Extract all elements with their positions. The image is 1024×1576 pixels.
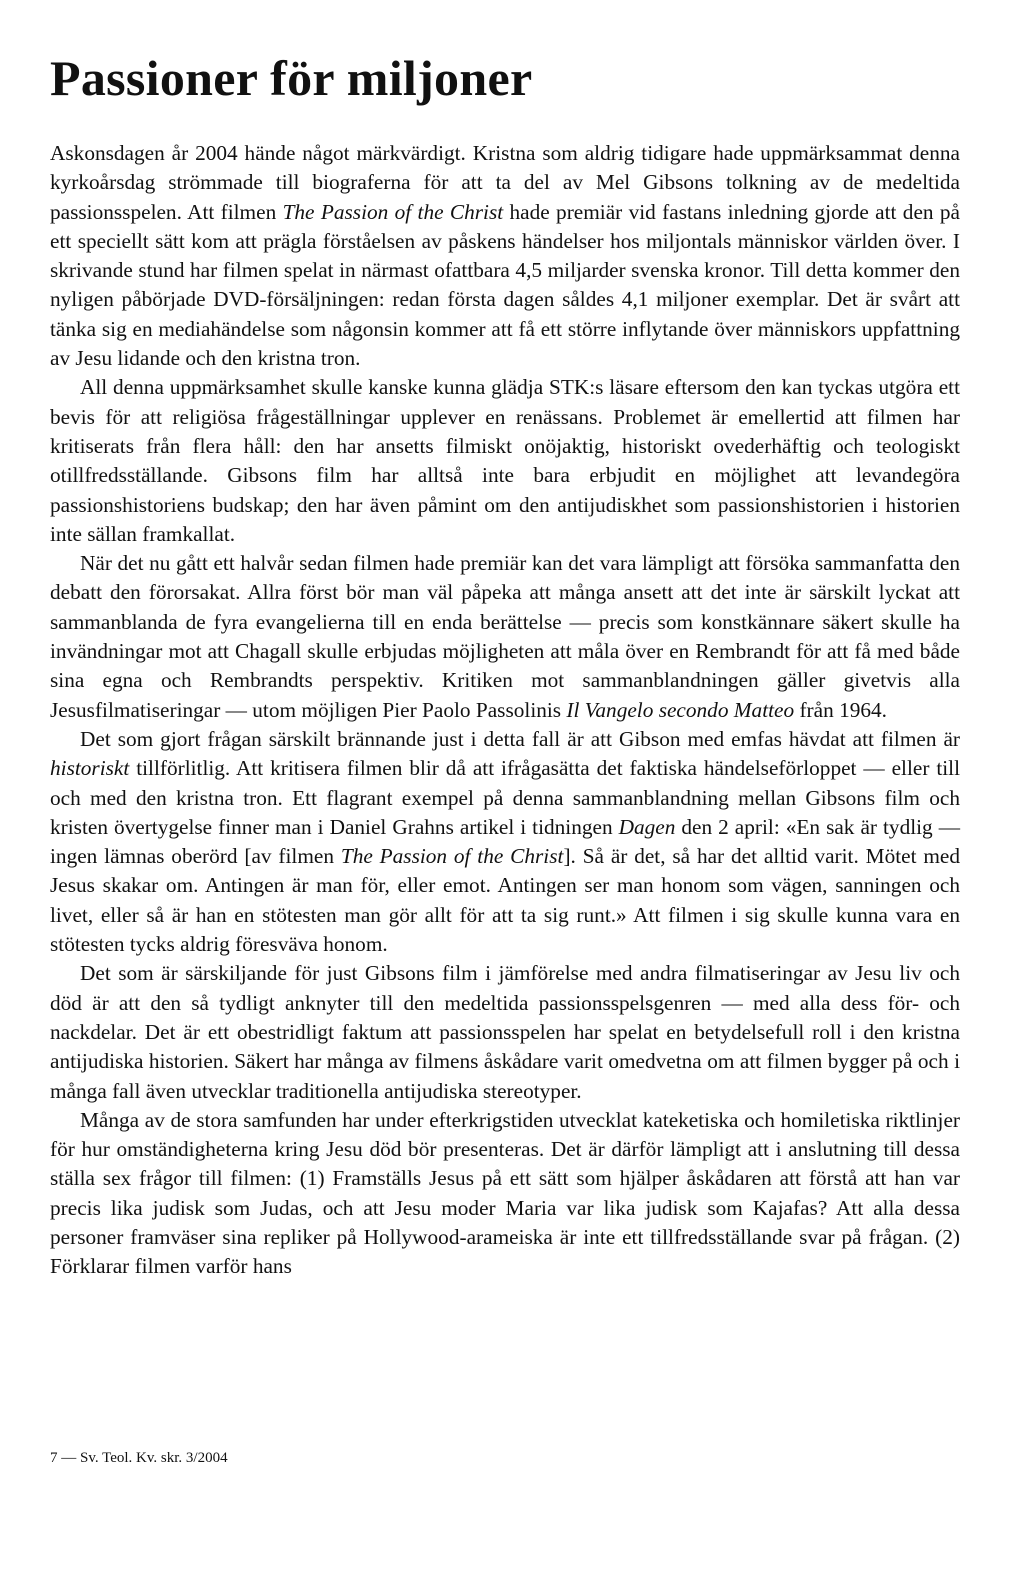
- text-run: hade premiär vid fastans inledning gjorde att den på ett speciellt sätt kom att prägla förståelsen av påskens händelser hos miljontals människor världen över. I skrivande stund har filmen spelat in närmast ofattbara 4,5 miljarder svenska kronor. Till detta kommer den nyligen påbörjade DVD-försäljningen: redan första dagen såldes 4,1 miljoner exemplar. Det är svårt att tänka sig en mediahändelse som någonsin kommer att få ett större inflytande över människors uppfattning av Jesu lidande och den kristna tron.: [50, 199, 960, 371]
- text-run: Askonsdagen år 2004 hände något märkvärdigt. Kristna som aldrig tidigare hade uppmärksammat denna kyrkoårsdag strömmade till biograferna för att ta del av Mel Gibsons tolkning av de medeltida passionsspelen. Att filmen: [50, 141, 960, 224]
- text-run: Många av de stora samfunden har under efterkrigstiden utvecklat kateketiska och homiletiska riktlinjer för hur omständigheterna kring Jesu död bör presenteras. Det är därför lämpligt att i anslutning till dessa ställa sex frågor till filmen: (1) Framställs Jesus på ett sätt som hjälper åskådaren att förstå att han var precis lika judisk som Judas, och att Jesu moder Maria var lika judisk som Kajafas? Att alla dessa personer framväser sina repliker på Hollywood-arameiska är inte ett tillfredsställande svar på frågan. (2) Förklarar filmen varför hans: [50, 1107, 960, 1279]
- paragraph: [50, 959, 960, 1105]
- text-run: den 2 april: «En sak är tydlig — ingen lämnas oberörd [av filmen: [50, 814, 960, 869]
- text-run: från 1964.: [794, 697, 887, 722]
- italic-text: Dagen: [618, 814, 676, 839]
- paragraph: [50, 1106, 960, 1282]
- italic-text: historiskt: [50, 756, 130, 781]
- italic-text: Il Vangelo secondo Matteo: [566, 697, 795, 722]
- paragraph: [50, 139, 960, 373]
- italic-text: The Passion of the Christ: [340, 844, 564, 869]
- article-body: [50, 139, 960, 1282]
- paragraph: [50, 373, 960, 549]
- text-run: All denna uppmärksamhet skulle kanske kunna glädja STK:s läsare eftersom den kan tyckas utgöra ett bevis för att religiösa frågeställningar upplever en renässans. Problemet är emellertid att filmen har kritiserats från flera håll: den har ansetts filmiskt onöjaktig, historiskt ovederhäftig och teologiskt otillfredsställande. Gibsons film har alltså inte bara erbjudit en möjlighet att levandegöra passionshistoriens budskap; den har även påmint om den antijudiskhet som passionshistorien i historien inte sällan framkallat.: [50, 375, 960, 546]
- text-run: Det som gjort frågan särskilt brännande just i detta fall är att Gibson med emfas hävdat att filmen är: [80, 726, 960, 751]
- article-title: Passioner för miljoner: [50, 50, 533, 106]
- text-run: Det som är särskiljande för just Gibsons film i jämförelse med andra filmatiseringar av Jesu liv och död är att den så tydligt anknyter till den medeltida passionsspelsgenren — med alla dess för- och nackdelar. Det är ett obestridligt faktum att passionsspelen har spelat en betydelsefull roll i den kristna antijudiska historien. Säkert har många av filmens åskådare varit omedvetna om att filmen bygger på och i många fall även utvecklar traditionella antijudiska stereotyper.: [50, 961, 960, 1103]
- paragraph: [50, 725, 960, 959]
- paragraph: [50, 549, 960, 725]
- text-run: När det nu gått ett halvår sedan filmen hade premiär kan det vara lämpligt att försöka sammanfatta den debatt den förorsakat. Allra först bör man väl påpeka att många ansett att det inte är särskilt lyckat att sammanblanda de fyra evangelierna till en enda berättelse — precis som konstkännare säkert skulle ha invändningar mot att Chagall skulle erbjudas möjligheten att måla över en Rembrandt för att få med både sina egna och Rembrandts perspektiv. Kritiken mot sammanblandningen gäller givetvis alla Jesusfilmatiseringar — utom möjligen Pier Paolo Passolinis: [50, 551, 960, 722]
- text-run: ]. Så är det, så har det alltid varit. Mötet med Jesus skakar om. Antingen är man för, eller emot. Antingen ser man honom som vägen, sanningen och livet, eller så är han en stötesten man gör allt för att ta sig runt.» Att filmen i sig skulle kunna vara en stötesten tycks aldrig föresväva honom.: [50, 844, 961, 957]
- page-footer: 7 — Sv. Teol. Kv. skr. 3/2004: [50, 1450, 228, 1466]
- text-run: tillförlitlig. Att kritisera filmen blir då att ifrågasätta det faktiska händelseförloppet — eller till och med den kristna tron. Ett flagrant exempel på denna sammanblandning mellan Gibsons film och kristen övertygelse finner man i Daniel Grahns artikel i tidningen: [50, 756, 960, 839]
- italic-text: The Passion of the Christ: [282, 199, 504, 224]
